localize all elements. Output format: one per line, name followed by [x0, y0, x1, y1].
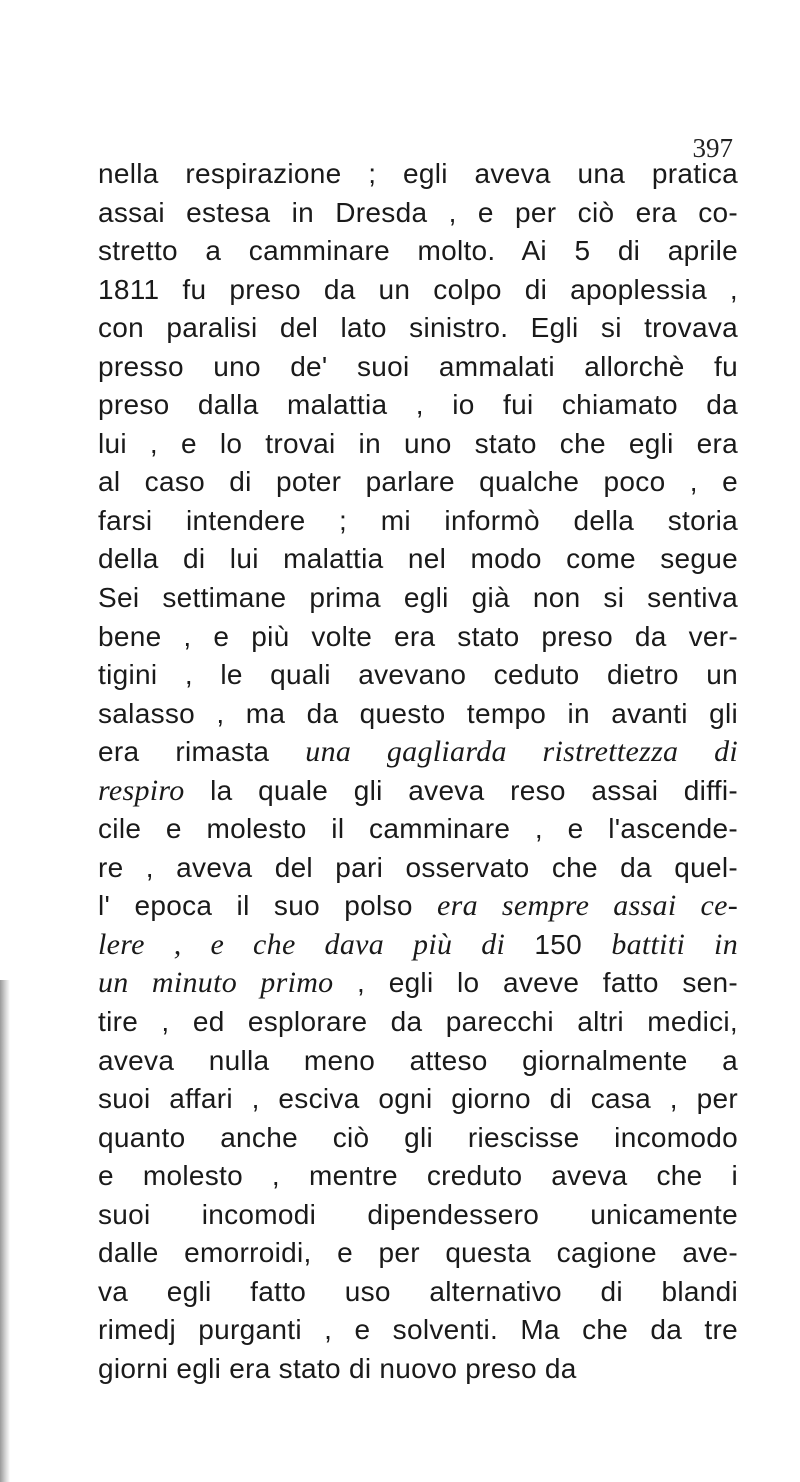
text-segment: , egli lo aveve fatto sen-	[333, 967, 738, 999]
text-line	[98, 425, 738, 464]
text-segment: stretto a camminare molto. Ai 5 di aprile	[98, 235, 738, 267]
text-segment: preso dalla malattia , io fui chiamato da	[98, 389, 738, 421]
text-line	[98, 695, 738, 734]
text-line	[98, 1311, 738, 1350]
text-line	[98, 772, 738, 811]
text-line	[98, 887, 738, 926]
text-line	[98, 194, 738, 233]
text-segment: farsi intendere ; mi informò della storia	[98, 504, 738, 536]
text-segment: la quale gli aveva reso assai diffi-	[184, 774, 738, 806]
text-segment: Sei settimane prima egli già non si sentiva	[98, 582, 738, 614]
text-line	[98, 964, 738, 1003]
text-segment: quanto anche ciò gli riescisse incomodo	[98, 1121, 738, 1153]
text-line	[98, 1234, 738, 1273]
text-line	[98, 810, 738, 849]
text-segment: assai estesa in Dresda , e per ciò era co-	[98, 196, 738, 228]
text-segment: nella respirazione ; egli aveva una pratica	[98, 158, 738, 189]
text-segment: e molesto , mentre creduto aveva che i	[98, 1160, 738, 1192]
text-segment: 1811 fu preso da un colpo di apoplessia ,	[98, 273, 738, 305]
page-edge-shadow	[0, 980, 10, 1482]
text-segment: tire , ed esplorare da parecchi altri medici,	[98, 1006, 738, 1038]
text-segment: dalle emorroidi, e per questa cagione ave-	[98, 1237, 738, 1269]
text-line	[98, 463, 738, 502]
text-line	[98, 1196, 738, 1235]
text-segment: presso uno de' suoi ammalati allorchè fu	[98, 350, 738, 382]
text-segment: giorni egli era stato di nuovo preso da	[98, 1352, 577, 1384]
text-line	[98, 579, 738, 618]
body-text	[98, 155, 738, 1389]
text-segment: con paralisi del lato sinistro. Egli si trovava	[98, 312, 738, 344]
italic-text: battiti in	[611, 927, 738, 961]
text-segment: salasso , ma da questo tempo in avanti gli	[98, 697, 738, 729]
text-line	[98, 502, 738, 541]
italic-text: un minuto primo	[98, 966, 334, 1000]
text-segment: della di lui malattia nel modo come segue	[98, 543, 738, 575]
text-segment: l' epoca il suo polso	[98, 890, 437, 922]
text-line	[98, 155, 738, 194]
text-segment: cile e molesto il camminare , e l'ascende-	[98, 813, 738, 845]
text-segment: re , aveva del pari osservato che da quel-	[98, 851, 738, 883]
text-line	[98, 1273, 738, 1312]
text-segment: 150	[505, 928, 612, 960]
text-segment: al caso di poter parlare qualche poco , e	[98, 466, 738, 498]
text-segment: aveva nulla meno atteso giornalmente a	[98, 1044, 738, 1076]
text-line	[98, 618, 738, 657]
text-line	[98, 1157, 738, 1196]
text-line	[98, 926, 738, 965]
italic-text: lere , e che dava più di	[98, 927, 506, 961]
text-line	[98, 849, 738, 888]
text-line	[98, 309, 738, 348]
text-segment: va egli fatto uso alternativo di blandi	[98, 1275, 738, 1307]
text-segment: rimedj purganti , e solventi. Ma che da tre	[98, 1314, 738, 1346]
text-segment: bene , e più volte era stato preso da ver-	[98, 620, 738, 652]
text-line	[98, 1003, 738, 1042]
text-segment: suoi affari , esciva ogni giorno di casa , per	[98, 1083, 738, 1115]
text-line	[98, 1042, 738, 1081]
text-segment: tigini , le quali avevano ceduto dietro un	[98, 659, 738, 691]
text-line	[98, 1119, 738, 1158]
italic-text: respiro	[98, 773, 185, 807]
text-line	[98, 271, 738, 310]
text-line	[98, 656, 738, 695]
text-line	[98, 733, 738, 772]
italic-text: era sempre assai ce-	[437, 889, 738, 923]
page-number: 397	[692, 133, 733, 163]
text-segment: suoi incomodi dipendessero unicamente	[98, 1198, 738, 1230]
text-line	[98, 1080, 738, 1119]
text-segment: era rimasta	[98, 736, 306, 768]
text-line	[98, 232, 738, 271]
text-segment: lui , e lo trovai in uno stato che egli era	[98, 427, 738, 459]
text-line	[98, 1350, 738, 1389]
italic-text: una gagliarda ristrettezza di	[305, 735, 739, 769]
text-line	[98, 348, 738, 387]
text-line	[98, 540, 738, 579]
text-line	[98, 386, 738, 425]
